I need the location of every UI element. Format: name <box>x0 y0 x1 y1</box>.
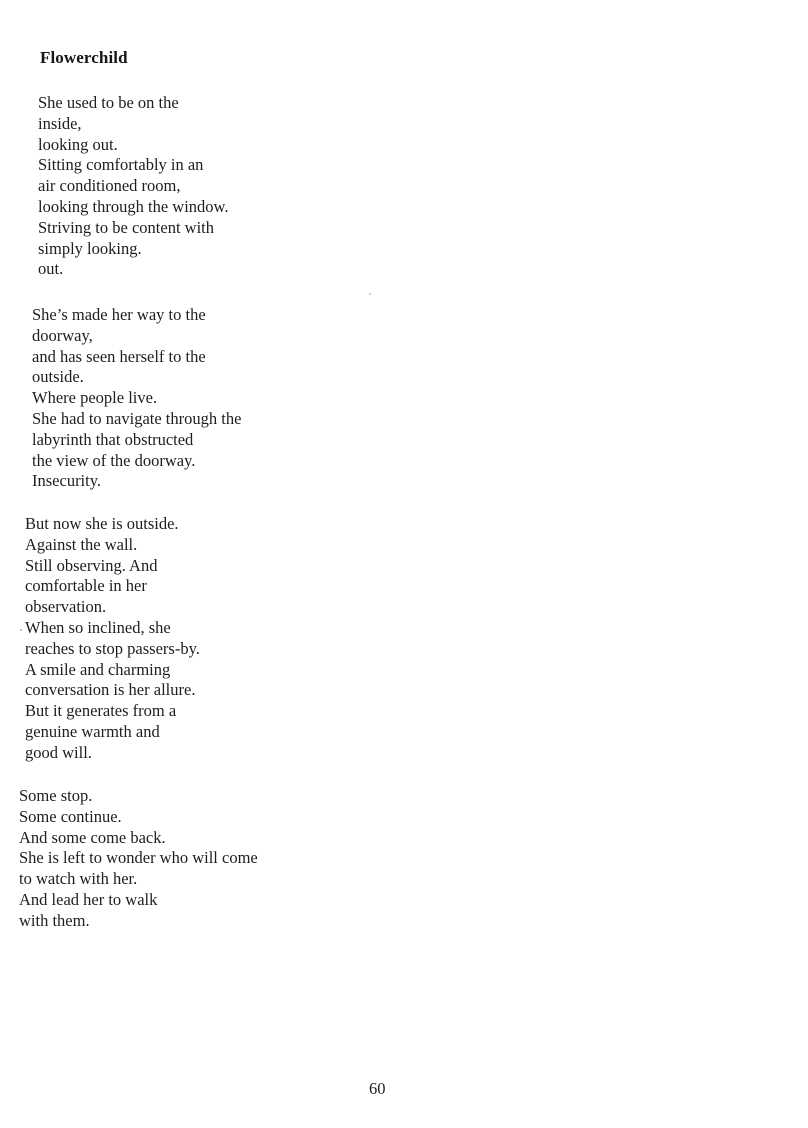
poem-line: looking out. <box>38 134 118 154</box>
poem-line: the view of the doorway. <box>32 450 196 470</box>
scan-speck <box>369 293 371 295</box>
poem-line: She’s made her way to the <box>32 305 206 324</box>
poem-line: And some come back. <box>19 827 166 847</box>
poem-line: She is left to wonder who will come <box>19 848 258 868</box>
poem-line: doorway, <box>32 325 93 345</box>
poem-line: Insecurity. <box>32 471 102 491</box>
stanza-4 <box>19 786 258 932</box>
stanza-2 <box>32 305 241 492</box>
scan-speck <box>20 629 22 631</box>
poem-line: But now she is outside. <box>25 514 179 533</box>
poem-line: But it generates from a <box>25 701 177 721</box>
poem-line: And lead her to walk <box>19 889 158 909</box>
stanza-3 <box>25 514 200 764</box>
poem-line: She had to navigate through the <box>32 408 242 428</box>
poem-line: good will. <box>25 742 92 762</box>
poem-line: to watch with her. <box>19 869 138 889</box>
poem-line: comfortable in her <box>25 576 147 596</box>
poem-line: Some stop. <box>19 786 93 805</box>
poem-line: inside, <box>38 113 82 133</box>
poem-line: Against the wall. <box>25 534 138 554</box>
poem-line: labyrinth that obstructed <box>32 429 194 449</box>
poem-line: Sitting comfortably in an <box>38 155 204 175</box>
poem-line: A smile and charming <box>25 659 171 679</box>
poem-line: air conditioned room, <box>38 176 181 196</box>
poem-line: genuine warmth and <box>25 721 160 741</box>
poem-line: conversation is her allure. <box>25 680 196 700</box>
poem-line: Striving to be content with <box>38 217 214 237</box>
page-number: 60 <box>369 1079 386 1098</box>
poem-line: outside. <box>32 367 84 387</box>
poem-title: Flowerchild <box>40 48 128 67</box>
poem-line: When so inclined, she <box>25 617 171 637</box>
poem-line: Some continue. <box>19 806 122 826</box>
poem-line: out. <box>38 259 64 279</box>
poem-line: She used to be on the <box>38 93 179 112</box>
poem-line: reaches to stop passers-by. <box>25 638 200 658</box>
poem-line: and has seen herself to the <box>32 346 206 366</box>
poem-line: Where people live. <box>32 388 158 408</box>
poem-line: observation. <box>25 597 107 617</box>
stanza-1 <box>38 93 229 280</box>
poem-line: Still observing. And <box>25 555 158 575</box>
poem-line: simply looking. <box>38 238 142 258</box>
poem-line: with them. <box>19 910 90 930</box>
poem-line: looking through the window. <box>38 196 229 216</box>
